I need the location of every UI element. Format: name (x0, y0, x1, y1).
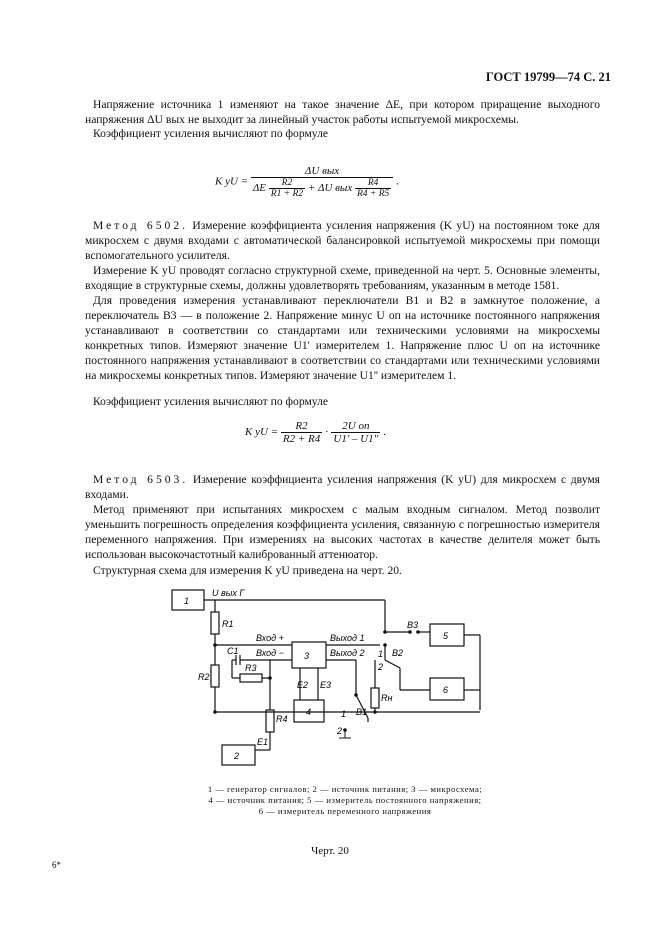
label-r2: R2 (198, 672, 210, 682)
label-in-plus: Вход + (256, 633, 284, 643)
label-e3: E3 (320, 680, 332, 690)
label-uvyx: U вых Г (212, 588, 245, 598)
label-in-minus: Вход − (256, 648, 284, 658)
label-out2: Выход 2 (330, 648, 365, 658)
formula-2-dot: · (324, 426, 329, 439)
paragraph-1: Напряжение источника 1 изменяют на такое значение ΔE, при котором приращение выходного напряжения ΔU вых не выходит за линейный участок работы испытуемой микросхемы. (85, 98, 600, 126)
paragraph-4: Измерение K yU проводят согласно структурной схеме, приведенной на черт. 5. Основные элементы, входящие в структурные схемы, должны удовлетворять требованиям, указанным в методе 1581. (85, 264, 600, 292)
label-b1-pos1: 1 (341, 709, 347, 719)
caption-line-1: 1 — генератор сигналов; 2 — источник питания; 3 — микросхема; (207, 784, 483, 794)
label-out1: Выход 1 (330, 633, 365, 643)
page-footer: 6* (52, 860, 61, 870)
label-b2-pos2: 2 (378, 662, 384, 672)
label-block-5: 5 (443, 631, 449, 641)
formula-1-den-a: ΔE (252, 182, 267, 195)
formula-1-den-frac2-num: R4 (355, 178, 391, 189)
label-block-6: 6 (443, 685, 449, 695)
formula-1-den-frac1-num: R2 (269, 178, 305, 189)
formula-2-frac1-den: R2 + R4 (282, 433, 321, 445)
paragraph-5: Для проведения измерения устанавливают переключатели B1 и B2 в замкнутое положение, а переключатель B3 — в положение 2. Напряжение минус U оп на источнике постоянного напряжения устанавливают в соответствии со стандартами или техническими условиями на микросхемы конкретных типов. Измеряют значение U1' измерителем 1. Напряжение плюс U оп на источнике постоянного напряжения устанавливают в соответствии со стандартами или техническими условиями на микросхемы конкретных типов. Измеряют значение U1'' измерителем 1. (85, 294, 600, 382)
formula-1-den-frac2-den: R4 + R5 (357, 189, 390, 199)
caption-line-2: 4 — источник питания; 5 — измеритель постоянного напряжения; (208, 795, 482, 805)
formula-2-frac2-den: U1' – U1'' (333, 433, 379, 445)
paragraph-6: Коэффициент усиления вычисляют по формуле (93, 395, 329, 408)
paragraph-2: Коэффициент усиления вычисляют по формуле (93, 127, 329, 140)
label-block-3: 3 (304, 651, 310, 661)
method-6502-title: Метод 6502. (93, 219, 189, 232)
formula-1-tail: . (396, 175, 399, 188)
label-r3: R3 (245, 663, 257, 673)
method-6503-text: Измерение коэффициента усиления напряжения (K yU) для микросхем с двумя входами. (85, 473, 601, 501)
method-6503-title: Метод 6503. (93, 473, 189, 486)
resistor-rn (371, 688, 379, 708)
label-r1: R1 (222, 619, 234, 629)
label-e2: E2 (297, 680, 309, 690)
resistor-r3 (240, 674, 262, 682)
label-b1: B1 (356, 707, 368, 717)
formula-2-tail: . (383, 426, 386, 439)
label-b2-pos1: 1 (378, 649, 384, 659)
page-header: ГОСТ 19799—74 С. 21 (485, 70, 611, 84)
formula-1-den-frac1-den: R1 + R2 (270, 189, 304, 199)
label-b3: B3 (407, 620, 419, 630)
resistor-r2 (211, 665, 219, 687)
formula-1-numerator: ΔU вых (251, 165, 393, 178)
label-b1-pos2: 2 (337, 726, 343, 736)
paragraph-8: Метод применяют при испытаниях микросхем с малым входным сигналом. Метод позволит уменьшить погрешность определения коэффициента усиления, связанную с погрешностью измерителя переменного напряжения. При измерениях на высоких частотах в качестве делителя может быть использован высокочастотный калиброванный аттенюатор. (85, 503, 600, 561)
paragraph-9: Структурная схема для измерения K yU приведена на черт. 20. (93, 564, 402, 577)
label-b2: B2 (392, 648, 404, 658)
label-block-4: 4 (306, 707, 312, 717)
label-e1: E1 (257, 737, 269, 747)
label-rn: Rн (381, 693, 393, 703)
formula-2-lhs: K yU = (245, 426, 279, 439)
formula-1-den-b: + ΔU вых (307, 182, 353, 195)
label-c1: C1 (227, 646, 239, 656)
formula-1-lhs: K yU = (215, 175, 249, 188)
resistor-r4 (266, 710, 274, 732)
formula-2-frac2-num: 2U оп (331, 420, 380, 433)
caption-line-3: 6 — измеритель переменного напряжения (258, 806, 432, 816)
formula-2-frac1-num: R2 (281, 420, 322, 433)
label-r4: R4 (276, 714, 288, 724)
figure-label: Черт. 20 (311, 845, 349, 857)
label-block-2: 2 (234, 751, 240, 761)
label-block-1: 1 (184, 596, 190, 606)
method-6502-text: Измерение коэффициента усиления напряжения (K yU) на постоянном токе для микросхем с двумя входами с автоматической балансировкой испытуемой микросхемы при помощи вспомогательного усилителя. (85, 219, 601, 262)
resistor-r1 (211, 612, 219, 634)
